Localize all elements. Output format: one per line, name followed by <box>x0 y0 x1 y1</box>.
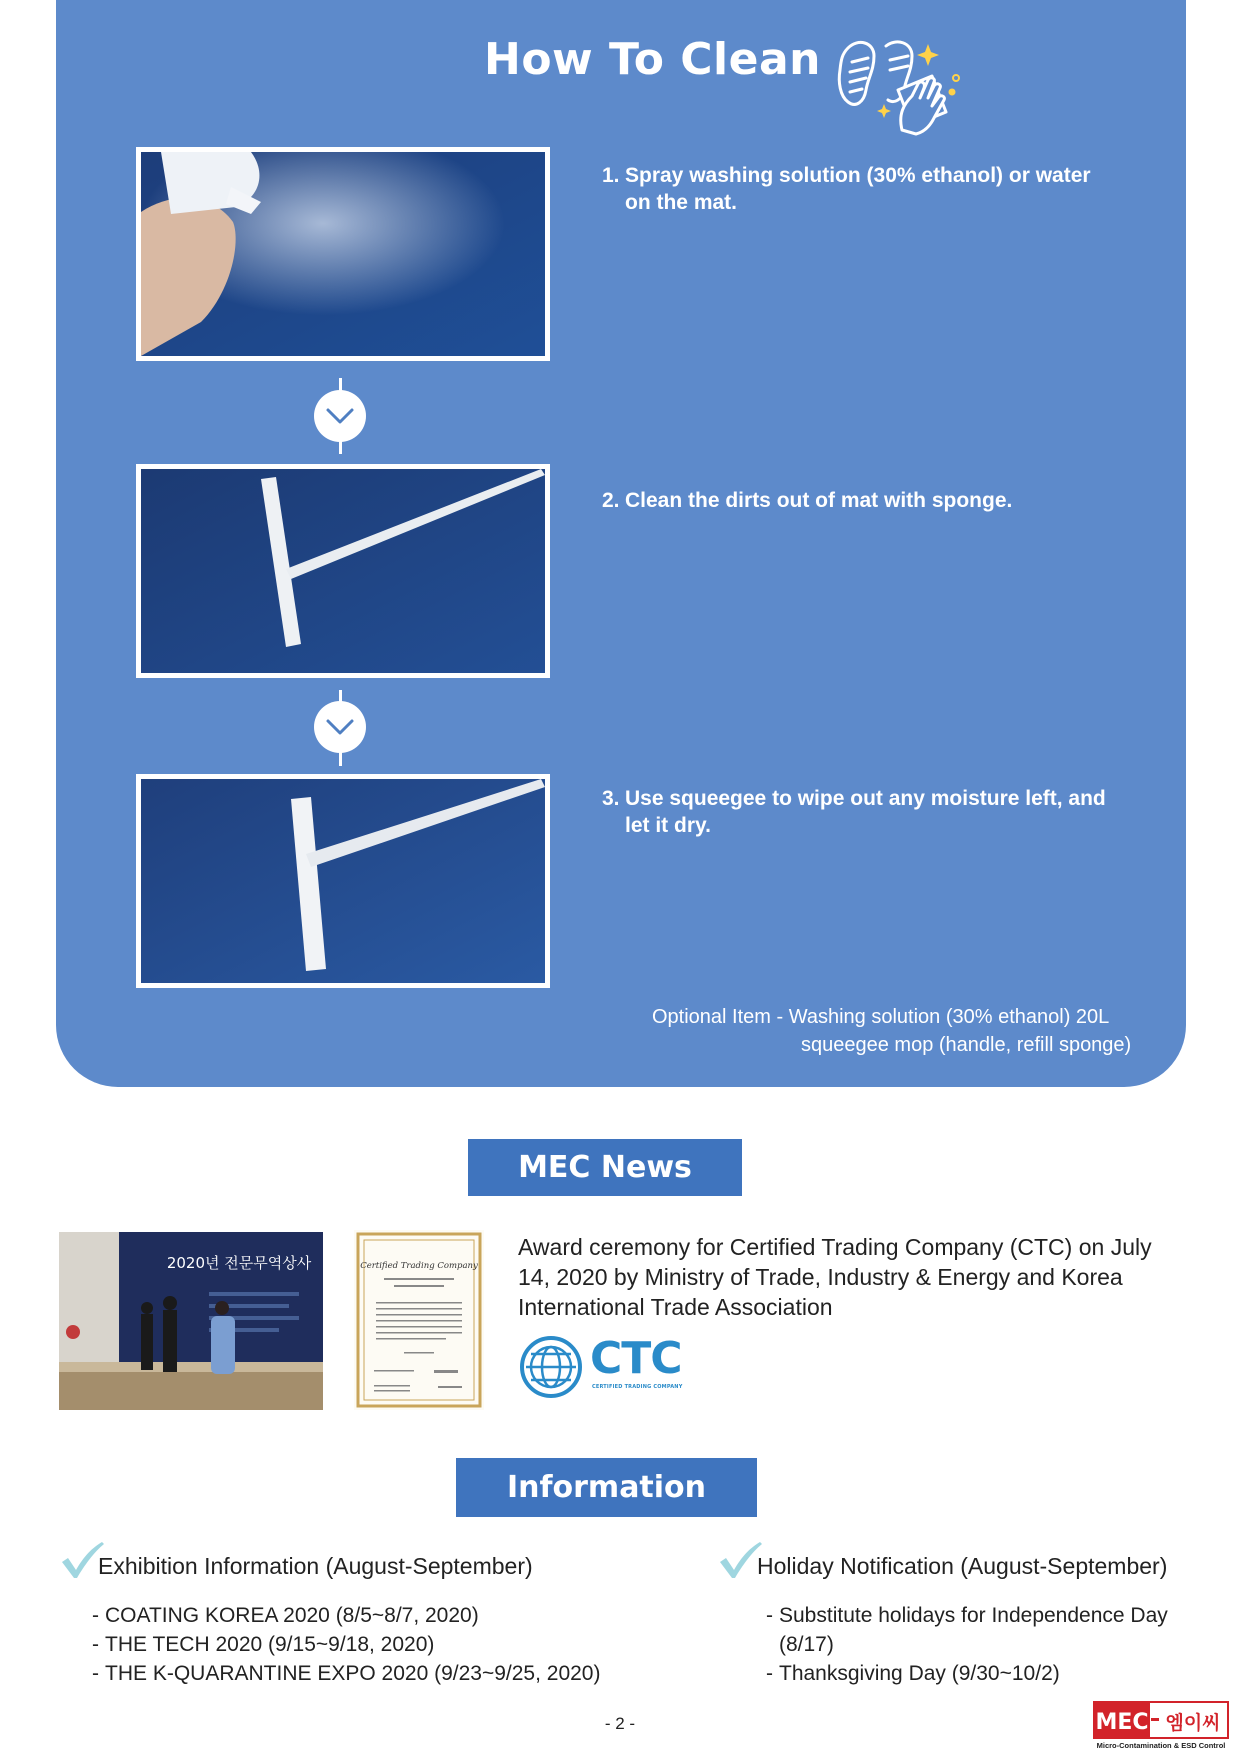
list-item-text: THE K-QUARANTINE EXPO 2020 (9/23~9/25, 2020) <box>105 1662 601 1685</box>
step-2-text <box>602 487 1142 514</box>
chevron-down-icon <box>314 390 366 442</box>
optional-line: Optional Item - Washing solution (30% ethanol) 20L <box>652 1006 1110 1028</box>
exhibition-list <box>92 1601 652 1688</box>
list-item-text: Substitute holidays for Independence Day (8/17) <box>779 1604 1168 1656</box>
list-item: - Substitute holidays for Independence Day (8/17) <box>766 1604 1168 1656</box>
step-number: 3. <box>602 787 620 810</box>
cert-title-text: Certified Trading Company <box>360 1261 478 1271</box>
optional-line: squeegee mop (handle, refill sponge) <box>801 1034 1132 1056</box>
holiday-title: Holiday Notification (August-September) <box>757 1553 1168 1579</box>
clean-title: How To Clean <box>484 34 821 85</box>
cleaning-shoes-hand-icon <box>828 34 968 144</box>
list-item: - THE TECH 2020 (9/15~9/18, 2020) <box>92 1633 435 1656</box>
chevron-down-icon <box>314 701 366 753</box>
spray-photo <box>136 147 550 361</box>
checkmark-icon <box>718 1540 762 1580</box>
certificate-image <box>354 1230 484 1410</box>
step-line: Use squeegee to wipe out any moisture left, and <box>625 787 1106 810</box>
squeegee-photo <box>136 774 550 988</box>
logo-korean: 엠이씨 <box>1165 1712 1221 1734</box>
information-header: Information <box>456 1458 757 1517</box>
mec-logo <box>1093 1701 1229 1751</box>
list-item: - THE K-QUARANTINE EXPO 2020 (9/23~9/25, 2020) <box>92 1662 601 1685</box>
sponge-photo <box>136 464 550 678</box>
list-item: - COATING KOREA 2020 (8/5~8/7, 2020) <box>92 1604 479 1627</box>
award-ceremony-photo <box>59 1232 323 1410</box>
photo-banner-text: 2020년 전문무역상사 <box>166 1254 312 1272</box>
step-1-text <box>602 162 1142 216</box>
step-line: on the mat. <box>625 191 738 214</box>
step-line: Clean the dirts out of mat with sponge. <box>625 489 1013 512</box>
step-3-text <box>602 785 1142 839</box>
list-item-text: Thanksgiving Day (9/30~10/2) <box>779 1662 1060 1685</box>
ctc-logo-subtext: CERTIFIED TRADING COMPANY <box>592 1384 683 1390</box>
ctc-logo-text: CTC <box>590 1333 682 1384</box>
logo-brand: MEC <box>1095 1710 1149 1735</box>
optional-items <box>652 1003 1132 1059</box>
step-number: 1. <box>602 164 620 187</box>
list-item: - Thanksgiving Day (9/30~10/2) <box>766 1662 1060 1685</box>
holiday-list <box>766 1601 1196 1688</box>
exhibition-title: Exhibition Information (August-September) <box>98 1553 533 1579</box>
page-number: - 2 - <box>604 1714 636 1733</box>
logo-tagline: Micro-Contamination & ESD Control <box>1096 1741 1226 1750</box>
mec-news-header: MEC News <box>468 1139 742 1196</box>
list-item-text: COATING KOREA 2020 (8/5~8/7, 2020) <box>105 1604 479 1627</box>
news-description: Award ceremony for Certified Trading Company (CTC) on July 14, 2020 by Ministry of Trade, Industry & Energy and Korea International Trade Association <box>518 1234 1152 1320</box>
step-line: let it dry. <box>625 814 711 837</box>
step-line: Spray washing solution (30% ethanol) or water <box>625 164 1091 187</box>
list-item-text: THE TECH 2020 (9/15~9/18, 2020) <box>105 1633 435 1656</box>
step-number: 2. <box>602 489 620 512</box>
